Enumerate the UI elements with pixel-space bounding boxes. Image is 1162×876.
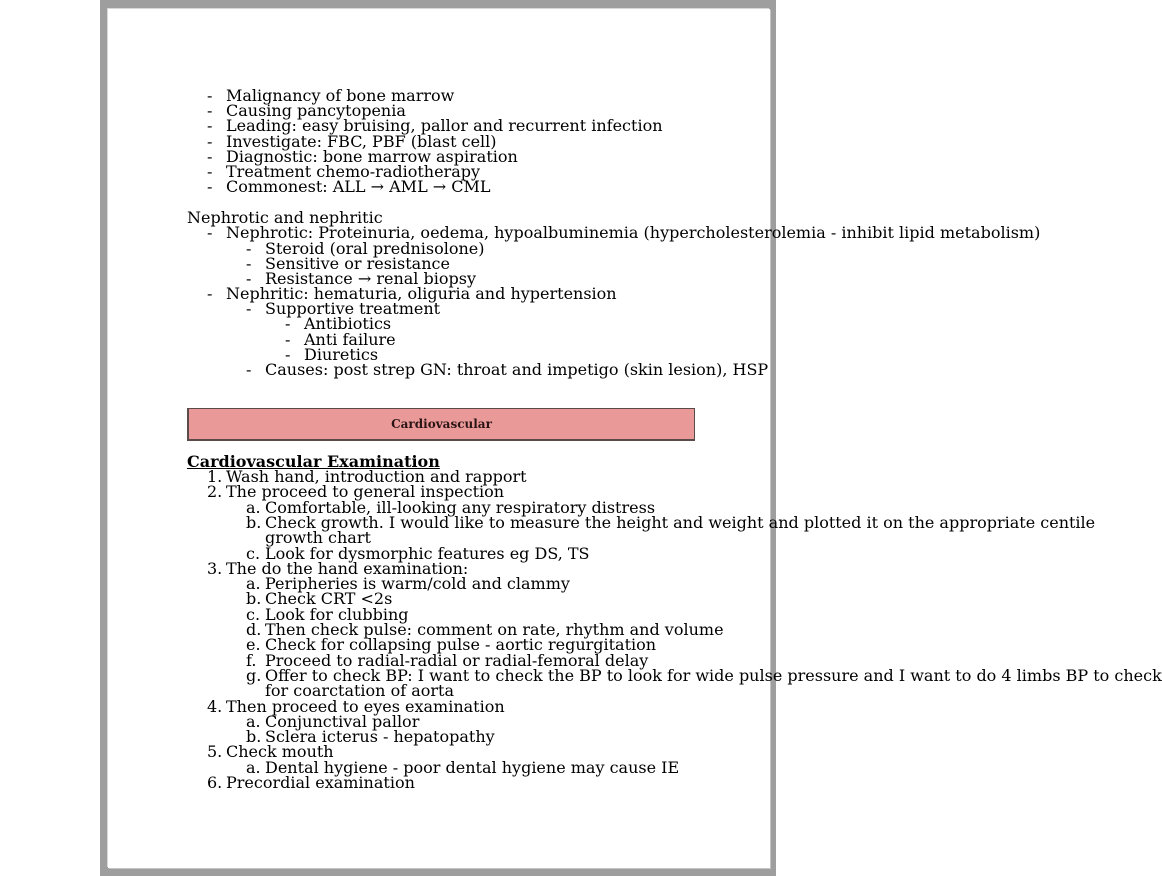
exam-substep: Offer to check BP: I want to check the BP to look for wide pulse pressure and I want to do 4 limbs BP to check [265,665,1162,685]
bullet-marker: - [246,254,252,273]
section-header-box [187,408,695,441]
exam-substep: Look for dysmorphic features eg DS, TS [265,543,590,563]
bullet-marker: - [207,162,213,181]
exam-substep: Proceed to radial-radial or radial-femoral delay [265,650,649,670]
bullet-marker: - [246,299,252,318]
exam-substep: Check CRT <2s [265,589,393,609]
substep-letter: a. [246,497,261,517]
list-item: Anti failure [304,330,396,349]
step-number: 6. [207,773,223,792]
exam-substep: Peripheries is warm/cold and clammy [265,574,570,594]
list-item: Diagnostic: bone marrow aspiration [226,147,518,166]
list-item: Causing pancytopenia [226,101,406,120]
exam-substep: Comfortable, ill-looking any respiratory distress [265,497,656,517]
exam-substep: Check growth. I would like to measure the height and weight and plotted it on the appropriate centile [265,512,1096,532]
exam-substep: Then check pulse: comment on rate, rhythm and volume [265,620,724,639]
substep-letter: f. [246,650,257,670]
exam-step: Wash hand, introduction and rapport [226,467,527,486]
exam-step: The proceed to general inspection [226,482,505,502]
exam-substep: Check for collapsing pulse - aortic regurgitation [265,635,657,655]
substep-letter: a. [246,574,261,594]
list-item: Investigate: FBC, PBF (blast cell) [226,132,497,151]
substep-letter: c. [246,604,261,624]
exam-step: Then proceed to eyes examination [226,696,505,716]
list-item: Malignancy of bone marrow [226,86,455,105]
exam-substep: Conjunctival pallor [265,711,420,731]
list-item: Treatment chemo-radiotherapy [226,162,481,181]
step-number: 1. [207,467,223,486]
substep-letter: d. [246,620,262,639]
exam-substep: Sclera icterus - hepatopathy [265,727,495,747]
substep-letter: a. [246,757,261,777]
bullet-marker: - [207,223,213,242]
list-item: Antibiotics [304,314,392,333]
exam-step: Precordial examination [226,773,415,792]
bullet-marker: - [207,116,213,135]
list-item-nephrotic: Nephrotic: Proteinuria, oedema, hypoalbuminemia (hypercholesterolemia - inhibit lipid metabolism) [226,223,1041,242]
list-item: Causes: post strep GN: throat and impetigo (skin lesion), HSP [265,360,769,379]
bullet-marker: - [207,101,213,120]
bullet-marker: - [207,86,213,105]
exam-step: Check mouth [226,742,334,762]
bullet-marker: - [246,360,252,379]
substep-letter: b. [246,727,262,747]
substep-letter: e. [246,635,261,655]
list-item-nephritic: Nephritic: hematuria, oliguria and hypertension [226,284,617,303]
exam-substep: Look for clubbing [265,604,409,624]
exam-substep: growth chart [265,528,371,548]
section-title: Cardiovascular [391,417,492,431]
list-item: Diuretics [304,345,379,364]
bullet-marker: - [246,239,252,258]
substep-letter: c. [246,543,261,563]
substep-letter: a. [246,711,261,731]
bullet-marker: - [207,147,213,166]
list-item: Leading: easy bruising, pallor and recurrent infection [226,116,663,135]
bullet-marker: - [285,330,291,349]
bullet-marker: - [207,284,213,303]
bullet-marker: - [207,177,213,196]
bullet-marker: - [207,132,213,151]
nephro-heading: Nephrotic and nephritic [187,208,383,227]
substep-letter: b. [246,589,262,609]
step-number: 5. [207,742,223,762]
substep-letter: g. [246,665,262,685]
bullet-marker: - [285,314,291,333]
step-number: 4. [207,696,223,716]
list-item: Commonest: ALL → AML → CML [226,177,491,196]
list-item: Sensitive or resistance [265,254,450,273]
exam-substep: Dental hygiene - poor dental hygiene may cause IE [265,757,680,777]
bullet-marker: - [246,269,252,288]
list-item: Supportive treatment [265,299,441,318]
step-number: 3. [207,558,223,578]
exam-heading: Cardiovascular Examination [187,452,440,471]
list-item: Steroid (oral prednisolone) [265,239,485,258]
list-item: Resistance → renal biopsy [265,269,476,288]
substep-letter: b. [246,512,262,532]
exam-step: The do the hand examination: [226,558,469,578]
bullet-marker: - [285,345,291,364]
exam-substep: for coarctation of aorta [265,681,454,701]
step-number: 2. [207,482,223,502]
